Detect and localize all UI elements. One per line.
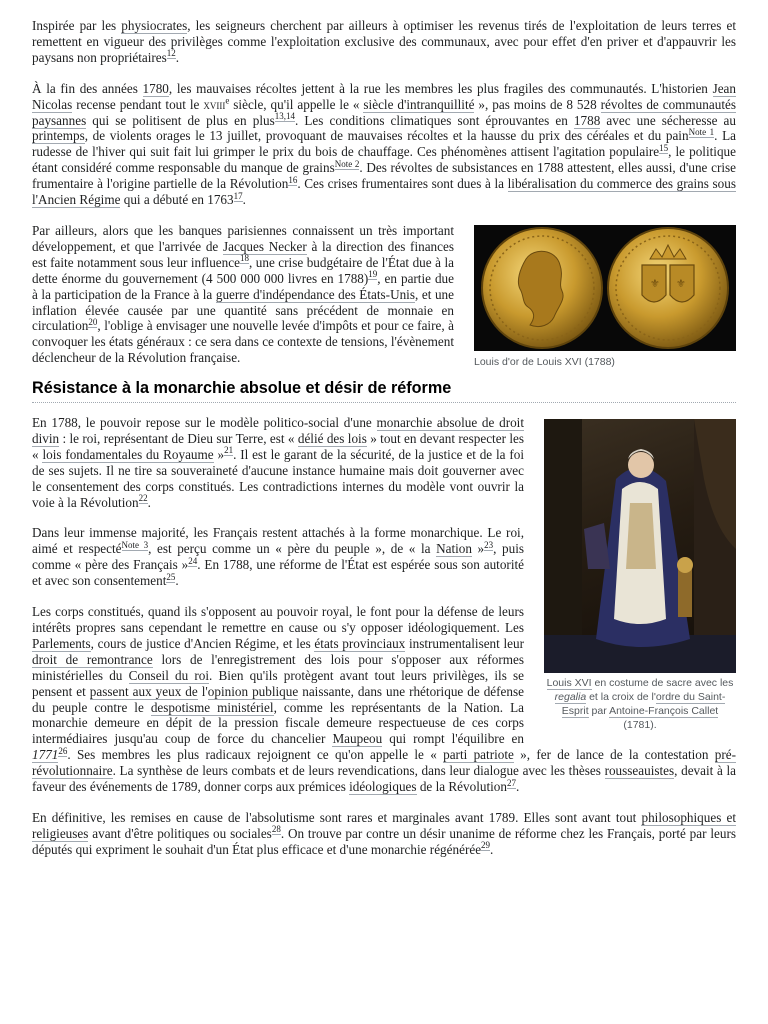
link-siecle-intranquillite[interactable]: siècle d'intranquillité bbox=[363, 96, 475, 112]
paragraph-recoltes: À la fin des années 1780, les mauvaises récoltes jettent à la rue les membres les plus fragiles des communautés. L'historien Jean Nicolas recense pendant tout le xviii$^e$ siècle, qu'il appelle le « siècle d'intranquillité », pas moins de 8 528 révoltes de communautés paysannes qui se politisent de plus en plus$^{13,14}$. Les conditions climatiques sont éprouvantes en 1788 avec une sécheresse au printemps, de violents orages le 13 juillet, provoquant de mauvaises récoltes et la hausse du prix des céréales et du pain$^{Note 1}$. La rudesse de l'hiver qui suit fait lui grimper le prix du bois de chauffage. Ces phénomènes attisent l'agitation populaire$^{15}$, le politique étant considéré comme responsable du manque de grains$^{Note 2}$. Des révoltes de subsistances en 1788 attestent, elles aussi, d'une crise frumentaire à l'origine partielle de la Révolution$^{16}$. Ces crises frumentaires sont dues à la libéralisation du commerce des grains sous l'Ancien Régime qui a débuté en 1763$^{17}$. bbox=[32, 80, 737, 208]
link-1771[interactable]: 1771 bbox=[32, 747, 59, 763]
svg-text:⚜: ⚜ bbox=[676, 276, 686, 290]
citation-15[interactable]: 15 bbox=[659, 142, 669, 153]
paragraph-necker: Par ailleurs, alors que les banques parisiennes connaissent un très important développement, et que l'arrivée de Jacques Necker à la direction des finances est faite notamment sous leur influence$^{18}$, une crise budgétaire de l'État due à la dette énorme du gouvernement (4 500 000 000 livres en 1788)$^{19}$, en partie due à la participation de la France à la guerre d'indépendance des États-Unis, et une inflation élevée causée par une quantité sans précédent de monnaie en circulation$^{20}$, l'oblige à envisager une nouvelle levée d'impôts et pour ce faire, à convoquer les états généraux : ce sera dans ce contexte de tensions, l'évènement déclencheur de la Révolution française. bbox=[32, 222, 455, 366]
citation-24[interactable]: 24 bbox=[188, 555, 198, 566]
link-guerre-independance[interactable]: guerre d'indépendance des États-Unis bbox=[215, 286, 415, 302]
paragraph-forme-monarchique: Dans leur immense majorité, les Français restent attachés à la forme monarchique. Le roi, aimé et respecté$^{Note 3}$, est perçu comme un « père du peuple », de « la Nation »$^{23}$, puis comme « père des Français »$^{24}$. En 1788, une réforme de l'État est espérée sous son autorité et avec son consentement$^{25}$. bbox=[32, 525, 525, 589]
citation-27[interactable]: 27 bbox=[507, 777, 516, 788]
link-nation[interactable]: Nation bbox=[436, 541, 472, 557]
link-pre-revolutionnaire[interactable]: pré-révolutionnaire bbox=[32, 747, 736, 779]
coin-figure bbox=[474, 225, 736, 369]
citation-26[interactable]: 26 bbox=[58, 745, 68, 756]
paragraph-pouvoir-1788: En 1788, le pouvoir repose sur le modèle politico-social d'une monarchie absolue de droit divin : le roi, représentant de Dieu sur Terre, est « délié des lois » tout en devant respecter les « lois fondamentales du Royaume »$^{21}$. Il est le garant de la sécurité, de la justice et de la foi de ses sujets. Il ne tire sa souveraineté d'aucune instance humaine mais doit gouverner avec le consentement des corps constitués. Les contradictions internes du modèle vont ouvrir la voie à la Révolution$^{22}$. bbox=[32, 415, 525, 510]
link-printemps[interactable]: printemps bbox=[32, 128, 85, 144]
citation-18[interactable]: 18 bbox=[239, 253, 249, 264]
link-philosophiques-religieuses[interactable]: philosophiques et religieuses bbox=[32, 809, 736, 841]
article-body bbox=[32, 18, 736, 873]
link-monarchie-absolue[interactable]: monarchie absolue de droit divin bbox=[32, 415, 525, 446]
link-maupeou[interactable]: Maupeou bbox=[332, 731, 383, 747]
link-despotisme-ministeriel[interactable]: despotisme ministériel bbox=[150, 699, 274, 715]
link-jacques-necker[interactable]: Jacques Necker bbox=[222, 238, 307, 254]
link-louis-xvi[interactable]: Louis XVI bbox=[546, 677, 592, 690]
king-figure bbox=[544, 419, 736, 732]
citation-13-14[interactable]: 13,14 bbox=[274, 111, 295, 122]
svg-text:⚜: ⚜ bbox=[650, 276, 660, 290]
paragraph-en-definitive: En définitive, les remises en cause de l'absolutisme sont rares et marginales avant 1789. Elles sont avant tout philosophiques et religieuses avant d'être politiques ou sociales$^{28}$. On trouve par contre un désir unanime de réforme chez les Français, porté par leurs députés qui expriment le souhait d'un État plus efficace et d'une monarchie régénérée$^{29}$. bbox=[32, 809, 736, 857]
citation-28[interactable]: 28 bbox=[271, 824, 281, 835]
link-callet[interactable]: Antoine-François Callet bbox=[609, 705, 719, 718]
citation-19[interactable]: 19 bbox=[368, 269, 378, 280]
citation-29[interactable]: 29 bbox=[481, 840, 491, 851]
link-jean-nicolas[interactable]: Jean Nicolas bbox=[32, 80, 736, 112]
century-numeral: xviii bbox=[203, 96, 226, 112]
link-parti-patriote[interactable]: parti patriote bbox=[443, 747, 514, 763]
link-passent-aux-yeux[interactable]: passent aux yeux de bbox=[89, 683, 198, 699]
link-lois-fondamentales[interactable]: lois fondamentales du Royaume bbox=[42, 446, 214, 462]
link-parlements[interactable]: Parlements bbox=[32, 635, 91, 651]
citation-21[interactable]: 21 bbox=[224, 445, 234, 456]
paragraph-corps-constitues: Les corps constitués, quand ils s'opposent au pouvoir royal, le font pour la défense de leurs intérêts propres sans cependant le remettre en cause ou s'y opposer idéologiquement. Les Parlements, cours de justice d'Ancien Régime, et les états provinciaux instrumentalisent leur droit de remontrance lors de l'enregistrement des lois pour s'opposer aux réformes ministérielles du Conseil du roi. Bien qu'ils protègent avant tout leurs privilèges, ils se pensent et passent aux yeux de l'opinion publique naissante, dans une rhétorique de défense du peuple contre le despotisme ministériel, comme les représentants de la Nation. La monarchie demeure en dépit de la pression fiscale demeure respectueuse de ces corps intermédiaires jusqu'au coup de force du chancelier Maupeou qui rompt l'équilibre en 1771$^{26}$. Ses membres les plus radicaux rejoignent ce qu'on appelle le « parti patriote », fer de lance de la contestation pré-révolutionnaire. La synthèse de leurs combats et de leurs revendications, dans leur dialogue avec les thèses rousseauistes, devait à la faveur des événements de 1789, donner corps aux prémices idéologiques de la Révolution$^{27}$. bbox=[32, 604, 737, 795]
section-heading: Résistance à la monarchie absolue et désir de réforme bbox=[32, 381, 736, 403]
louis-xvi-portrait-image[interactable] bbox=[544, 419, 736, 673]
link-rousseauistes[interactable]: rousseauistes bbox=[604, 763, 675, 779]
link-opinion-publique[interactable]: opinion publique bbox=[207, 683, 299, 699]
citation-20[interactable]: 20 bbox=[88, 317, 98, 328]
link-droit-remontrance[interactable]: droit de remontrance bbox=[32, 651, 153, 667]
portrait-illustration bbox=[544, 419, 736, 673]
link-liberalisation-grains[interactable]: libéralisation du commerce des grains sous l'Ancien Régime bbox=[32, 176, 736, 208]
paragraph-physiocrates: Inspirée par les physiocrates, les seigneurs cherchent par ailleurs à optimiser les revenus tirés de l'exploitation de leurs terres et remettent en vigueur des privilèges comme l'exploitation exclusive des communaux, avec pour effet d'en priver et d'appauvrir les paysans non propriétaires$^{12}$. bbox=[32, 18, 736, 65]
link-regalia[interactable]: regalia bbox=[554, 691, 587, 704]
citation-22[interactable]: 22 bbox=[138, 493, 148, 504]
note-1[interactable]: Note 1 bbox=[688, 127, 715, 138]
link-1780[interactable]: 1780 bbox=[142, 80, 169, 96]
link-revoltes-paysannes[interactable]: révoltes de communautés paysannes bbox=[32, 96, 736, 128]
note-3[interactable]: Note 3 bbox=[121, 539, 149, 550]
coin-illustration bbox=[474, 225, 736, 351]
citation-23[interactable]: 23 bbox=[484, 539, 494, 550]
link-delie-des-lois[interactable]: délié des lois bbox=[297, 430, 367, 446]
coin-caption: Louis d'or de Louis XVI (1788) bbox=[474, 355, 615, 368]
louis-dor-coin-image[interactable] bbox=[474, 225, 736, 351]
citation-16[interactable]: 16 bbox=[288, 174, 298, 185]
link-1788[interactable]: 1788 bbox=[573, 112, 601, 128]
link-ordre-saint-esprit[interactable]: ordre du Saint-Esprit bbox=[561, 691, 726, 718]
link-ideologiques[interactable]: idéologiques bbox=[349, 779, 417, 795]
link-physiocrates[interactable]: physiocrates bbox=[121, 18, 188, 33]
king-face bbox=[628, 452, 654, 478]
note-2[interactable]: Note 2 bbox=[334, 158, 360, 169]
citation-12[interactable]: 12 bbox=[166, 48, 176, 59]
link-etats-provinciaux[interactable]: états provinciaux bbox=[314, 635, 406, 651]
citation-25[interactable]: 25 bbox=[166, 571, 176, 582]
citation-17[interactable]: 17 bbox=[233, 190, 243, 201]
link-conseil-du-roi[interactable]: Conseil du roi bbox=[128, 667, 210, 683]
portrait-caption: Louis XVI en costume de sacre avec les regalia et la croix de l'ordre du Saint-Esprit par Antoine-François Callet (1781). bbox=[546, 677, 734, 732]
